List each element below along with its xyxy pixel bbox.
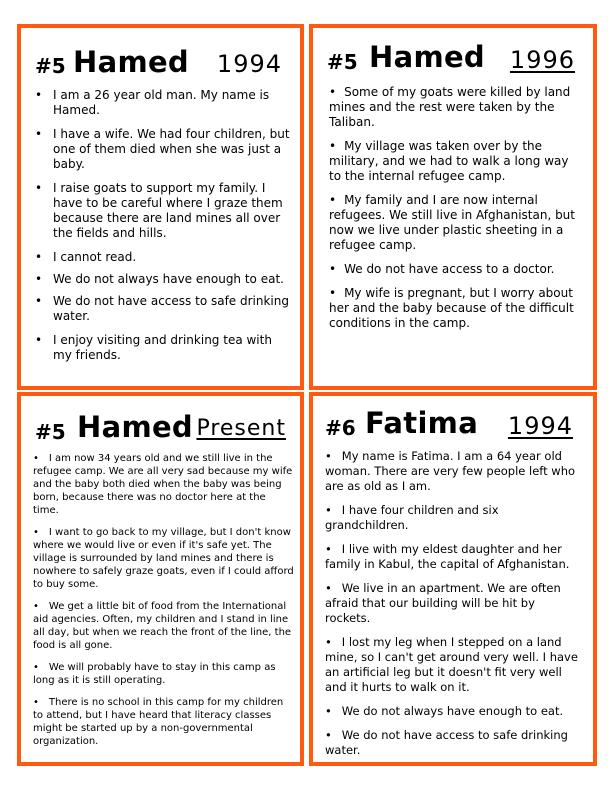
list-item: • I live with my eldest daughter and her family in Kabul, the capital of Afghanistan. — [325, 542, 583, 572]
list-item: • We do not have access to safe drinking water. — [33, 294, 290, 324]
card-header — [21, 28, 300, 79]
card-fatima-1994 — [309, 392, 597, 766]
bullet-list — [33, 452, 294, 757]
bullet-list — [329, 85, 581, 340]
list-item: • We will probably have to stay in this camp as long as it is still operating. — [33, 661, 294, 687]
card-year: Present — [196, 416, 286, 441]
list-item: • My village was taken over by the military, and we had to walk a long way to the internal refugee camp. — [329, 139, 581, 184]
card-hamed-1996 — [309, 24, 597, 390]
list-item: • We do not have access to safe drinking water. — [325, 728, 583, 758]
list-item: • I raise goats to support my family. I have to be careful where I graze them because there are land mines all over the fields and hills. — [33, 181, 290, 241]
list-item: • I am a 26 year old man. My name is Hamed. — [33, 88, 290, 118]
bullet-list — [325, 449, 583, 766]
card-number: #5 — [35, 420, 66, 444]
list-item: • We get a little bit of food from the International aid agencies. Often, my children and I stand in line all day, but when we reach the front of the line, the food is all gone. — [33, 600, 294, 652]
card-number: #6 — [325, 416, 356, 440]
card-header — [21, 396, 300, 444]
bullet-list — [33, 88, 290, 372]
card-number: #5 — [327, 50, 358, 74]
card-header — [313, 28, 593, 76]
list-item: • My wife is pregnant, but I worry about her and the baby because of the difficult conditions in the camp. — [329, 286, 581, 331]
card-hamed-1994 — [17, 24, 304, 390]
card-name: Hamed — [77, 410, 193, 444]
list-item: • I want to go back to my village, but I don't know where we would live or even if it's safe yet. The village is surrounded by land mines and there is nowhere to safely graze goats, even if I could afford to buy some. — [33, 526, 294, 591]
card-name: Fatima — [365, 406, 479, 440]
card-year: 1994 — [507, 412, 573, 440]
card-number: #5 — [35, 54, 66, 78]
list-item: • I lost my leg when I stepped on a land mine, so I can't get around very well. I have an artificial leg but it doesn't fit very well and it hurts to walk on it. — [325, 635, 583, 695]
list-item: • I have four children and six grandchildren. — [325, 503, 583, 533]
list-item: • We do not always have enough to eat. — [33, 272, 290, 287]
card-hamed-present — [17, 392, 304, 766]
list-item: • I cannot read. — [33, 250, 290, 265]
card-name: Hamed — [73, 45, 189, 79]
list-item: • We do not always have enough to eat. — [325, 704, 583, 719]
list-item: • I enjoy visiting and drinking tea with my friends. — [33, 333, 290, 363]
list-item: • I am now 34 years old and we still live in the refugee camp. We are all very sad because my wife and the baby both died when the baby was being born, because there was no doctor here at the time. — [33, 452, 294, 517]
list-item: • I have a wife. We had four children, but one of them died when she was just a baby. — [33, 127, 290, 172]
card-name: Hamed — [369, 40, 485, 74]
list-item: • My family and I are now internal refugees. We still live in Afghanistan, but now we live under plastic sheeting in a refugee camp. — [329, 193, 581, 253]
list-item: • My name is Fatima. I am a 64 year old woman. There are very few people left who are as old as I am. — [325, 449, 583, 494]
card-year: 1996 — [509, 46, 575, 74]
list-item: • Some of my goats were killed by land mines and the rest were taken by the Taliban. — [329, 85, 581, 130]
list-item: • We live in an apartment. We are often afraid that our building will be hit by rockets. — [325, 581, 583, 626]
card-year: 1994 — [216, 50, 282, 78]
list-item: • There is no school in this camp for my children to attend, but I have heard that literacy classes might be started up by a non-governmental organization. — [33, 696, 294, 748]
list-item: • We do not have access to a doctor. — [329, 262, 581, 277]
card-header — [313, 396, 593, 444]
